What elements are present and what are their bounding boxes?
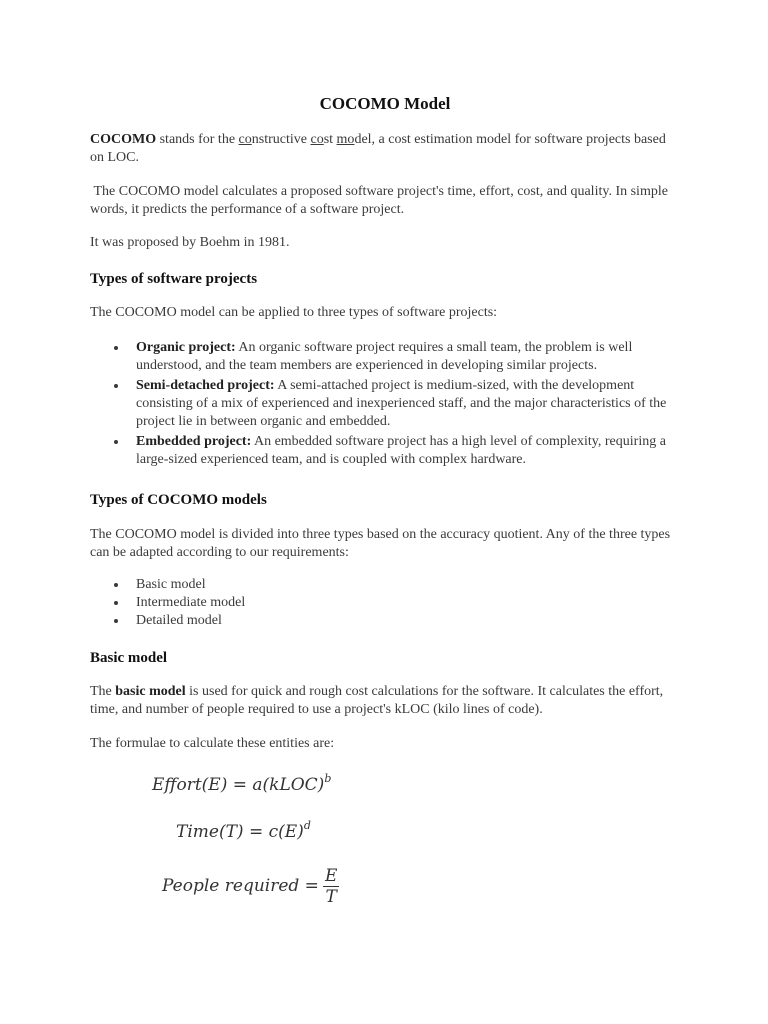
cocomo-models-list (90, 576, 680, 630)
basic-model-paragraph (90, 683, 680, 719)
project-types-list (90, 339, 680, 471)
list-item-organic (90, 339, 680, 375)
time-formula (176, 819, 311, 842)
list-item-semi-detached (90, 377, 680, 431)
effort-exponent: b (324, 772, 332, 785)
cocomo-term: COCOMO (90, 132, 157, 147)
description-paragraph: The COCOMO model calculates a proposed software project's time, effort, cost, and quality. In simple words, it predicts the performance of a software project. (90, 184, 672, 217)
intro-paragraph (90, 131, 680, 167)
list-item-detailed-model: Detailed model (90, 612, 680, 630)
basic-text-post: is used for quick and rough cost calculations for the software. It calculates the effort, time, and number of people required to use a project's kLOC (kilo lines of code). (90, 684, 664, 717)
people-fraction (323, 866, 339, 907)
section-heading-cocomo-models: Types of COCOMO models (90, 492, 267, 508)
list-item-intermediate-model: Intermediate model (90, 594, 680, 612)
organic-term: Organic project: (136, 340, 236, 355)
underline-mo: mo (336, 132, 355, 147)
organic-desc: An organic software project requires a small team, the problem is well understood, and the team members are experienced in developing similar projects. (136, 340, 633, 373)
basic-text-pre: The (90, 684, 116, 699)
list-item-embedded (90, 433, 680, 469)
intro-text-1: stands for the (156, 132, 239, 147)
intro-text-3: st (323, 132, 337, 147)
effort-formula-text: Effort(E) = a(kLOC) (152, 775, 325, 795)
cocomo-models-intro: The COCOMO model is divided into three types based on the accuracy quotient. Any of the three types can be adapted according to our requirements: (90, 527, 671, 560)
page-title: COCOMO Model (319, 94, 451, 113)
history-paragraph: It was proposed by Boehm in 1981. (90, 235, 290, 250)
basic-model-term: basic model (115, 684, 186, 699)
embedded-term: Embedded project: (136, 434, 252, 449)
intro-text-2: nstructive (251, 132, 311, 147)
section-heading-project-types: Types of software projects (90, 271, 258, 287)
time-exponent: d (303, 819, 311, 832)
intro-text-4: del, a cost estimation model for software projects based on LOC. (90, 132, 666, 165)
semi-detached-term: Semi-detached project: (136, 378, 275, 393)
embedded-desc: An embedded software project has a high level of complexity, requiring a large-sized experienced team, and is coupled with complex hardware. (136, 434, 666, 467)
fraction-numerator: E (324, 866, 338, 886)
time-formula-text: Time(T) = c(E) (176, 822, 304, 842)
fraction-denominator: T (325, 887, 337, 907)
underline-co-1: co (238, 132, 252, 147)
list-item-basic-model: Basic model (90, 576, 680, 594)
people-formula-text: People required = (162, 876, 319, 896)
formulae-intro: The formulae to calculate these entities are: (90, 736, 335, 751)
effort-formula (152, 772, 332, 795)
underline-co-2: co (310, 132, 324, 147)
project-types-intro: The COCOMO model can be applied to three types of software projects: (90, 305, 498, 320)
section-heading-basic-model: Basic model (90, 650, 168, 666)
people-formula (162, 866, 339, 907)
semi-detached-desc: A semi-attached project is medium-sized, with the development consisting of a mix of experienced and inexperienced staff, and the major characteristics of the project lie in between organic and embedded. (136, 378, 667, 429)
